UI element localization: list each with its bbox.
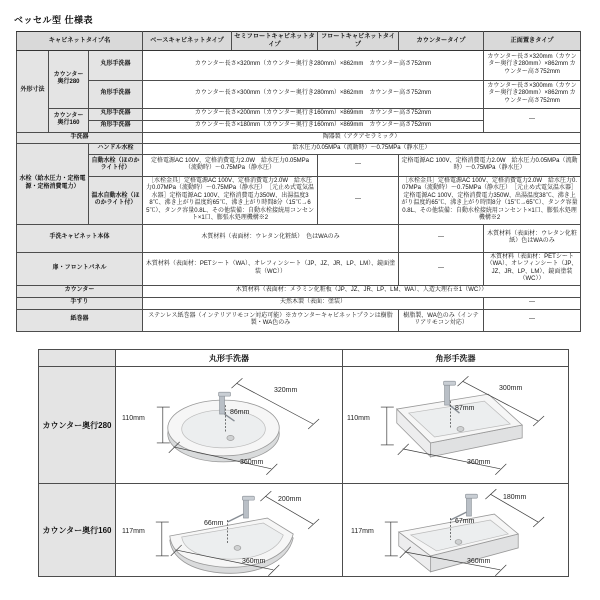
value-dims-round-280-front: カウンター長さ×320mm（カウンター奥行き280mm）×862mm カウンター高さ752mm [484,50,581,80]
label-handrail: 手すり [17,297,143,309]
dim-label-height: 117mm [122,528,145,535]
value-auto-faucet-float-dash: ― [318,154,399,176]
value-dims-round-160: カウンター長さ×200mm（カウンター奥行き160mm）×869mm カウンター高さ752mm [143,108,484,120]
label-counter-depth-160: カウンター奥行160 [49,108,89,132]
table-row [17,176,581,224]
label-faucet-group: 水栓（給水圧力・定格電源・定格消費電力） [17,143,89,224]
value-dims-round-280: カウンター長さ×320mm（カウンター奥行き280mm）×862mm カウンター高さ752mm [143,50,484,80]
table-row [17,252,581,285]
value-basin-material: 陶器製（アクアセラミック） [143,132,581,143]
table-row [17,132,581,143]
header-semi-float-cabinet: セミフロートキャビネットタイプ [232,32,318,51]
label-counter-depth-280: カウンター奥行280 [39,367,116,484]
spec-header-row [17,32,581,51]
diagram-corner-cell [39,350,116,367]
label-counter-depth-160: カウンター奥行160 [39,484,116,577]
table-row [17,154,581,176]
basin-diagram-table [38,349,569,577]
dim-label-length: 180mm [503,494,527,501]
value-hot-auto-faucet-float-dash: ― [318,176,399,224]
value-handle-faucet: 給水圧力0.05MPa（流動時）～0.75MPa（静水圧） [143,143,581,154]
diagram-cell-round-280 [116,367,343,484]
header-float-cabinet: フロートキャビネットタイプ [318,32,399,51]
value-door-counter-dash: ― [399,252,484,285]
label-hot-auto-faucet: 温水自動水栓（ほのかライト付） [89,176,143,224]
label-square-basin: 角形手洗器 [89,120,143,132]
label-round-basin: 丸形手洗器 [89,108,143,120]
table-row [17,297,581,309]
value-door-front: 木質材料（表面材：PETシート（WA）、オレフィンシート（JP、JZ、JR、LP、LM）、鏡面塗装（WC）） [484,252,581,285]
value-paper-holder-front-dash: ― [484,309,581,331]
page-title: ベッセル型 仕様表 [14,15,94,25]
value-auto-faucet-left: 定格電源AC 100V、定格消費電力2.0W 給水圧力0.05MPa（流動時）～0.75MPa（静水圧） [143,154,318,176]
header-base-cabinet: ベースキャビネットタイプ [143,32,232,51]
dim-label-depth: 360mm [467,459,491,466]
spec-table [16,31,581,332]
table-row [17,50,581,80]
dim-label-length: 320mm [274,387,298,394]
diagram-header-square-basin: 角形手洗器 [343,350,569,367]
dim-label-height: 117mm [351,528,374,535]
table-row [17,285,581,297]
value-dims-square-160: カウンター長さ×180mm（カウンター奥行き160mm）×869mm カウンター高さ752mm [143,120,484,132]
label-paper-holder: 紙巻器 [17,309,143,331]
dim-label-height: 110mm [347,415,370,422]
faucet-icon [451,494,478,520]
dim-label-depth: 360mm [240,459,264,466]
value-auto-faucet-right: 定格電源AC 100V、定格消費電力2.0W 給水圧力0.05MPa（流動時）～0.75MPa（静水圧） [399,154,581,176]
dim-label-height: 110mm [122,415,145,422]
round-basin-160-illustration [116,484,342,576]
value-paper-holder: ステンレス紙巻器（インテリアリモコン対応可能）※カウンターキャビネットプランは樹脂製・WA色のみ [143,309,399,331]
table-row [17,80,581,108]
diagram-header-round-basin: 丸形手洗器 [116,350,343,367]
label-counter-depth-280: カウンター奥行280 [49,50,89,108]
table-row [17,309,581,331]
label-auto-faucet: 自動水栓（ほのかライト付） [89,154,143,176]
square-basin-160-illustration [343,484,568,576]
value-paper-holder-counter: 樹脂製、WA色のみ（インテリアリモコン対応） [399,309,484,331]
value-handrail: 天然木製（表面：塗装） [143,297,484,309]
label-handle-faucet: ハンドル水栓 [89,143,143,154]
table-row [17,108,581,120]
dim-label-depth: 360mm [467,558,491,565]
label-counter: カウンター [17,285,143,297]
table-row [17,224,581,252]
diagram-header-row [39,350,569,367]
value-cabinet-body: 木質材料（表面材：ウレタン化粧紙） 色はWAのみ [143,224,399,252]
label-round-basin: 丸形手洗器 [89,50,143,80]
diagram-row-depth-160 [39,484,569,577]
header-front-type: 正面置きタイプ [484,32,581,51]
dim-label-length: 200mm [278,496,302,503]
value-cabinet-body-front: 木質材料（表面材：ウレタン化粧紙）色はWAのみ [484,224,581,252]
value-hot-auto-faucet-left: ［水栓金具］定格電源AC 100V、定格消費電力2.0W 給水圧力0.07MPa（流動時）～0.75MPa（静水圧） ［元止め式電気温水器］定格電源AC 100V、定格消費電力350W、出湯温度38℃、沸き上がり温度約65℃、沸き上がり時間8分（15℃→65℃）、タンク容量0.8L、その他装備：自動水栓接続用コンセント×1口、膨張水処理機構※2 [143,176,318,224]
faucet-icon [228,496,255,522]
value-counter-material: 木質材料（表面材：メラミン化粧板（JP、JZ、JR、LP、LM、WA）、人造大理石※1（WC）） [143,285,581,297]
diagram-cell-round-160 [116,484,343,577]
value-door-front-panel: 木質材料（表面材：PETシート（WA）、オレフィンシート（JP、JZ、JR、LP、LM）、鏡面塗装（WC）） [143,252,399,285]
label-basin: 手洗器 [17,132,143,143]
square-basin-280-illustration [343,367,568,483]
value-dims-160-front-dash: ― [484,108,581,132]
header-cabinet-type-name: キャビネットタイプ名 [17,32,143,51]
dim-label-center: 66mm [204,520,224,527]
label-square-basin: 角形手洗器 [89,80,143,108]
diagram-cell-square-280 [343,367,569,484]
diagram-row-depth-280 [39,367,569,484]
header-counter-type: カウンタータイプ [399,32,484,51]
value-handrail-front-dash: ― [484,297,581,309]
value-hot-auto-faucet-right: ［水栓金具］定格電源AC 100V、定格消費電力2.0W 給水圧力0.07MPa（流動時）～0.75MPa（静水圧） ［元止め式電気温水器］定格電源AC 100V、定格消費電力350W、出湯温度38℃、沸き上がり温度約65℃、沸き上がり時間8分（15℃→65℃）、タンク容量0.8L、その他装備：自動水栓接続用コンセント×1口、膨張水処理機構※2 [399,176,581,224]
label-outer-dimensions: 外形寸法 [17,50,49,132]
value-dims-square-280: カウンター長さ×300mm（カウンター奥行き280mm）×862mm カウンター高さ752mm [143,80,484,108]
label-door-front-panel: 扉・フロントパネル [17,252,143,285]
dim-label-center: 67mm [455,518,475,525]
dim-label-length: 300mm [499,385,523,392]
round-basin-280-illustration [116,367,342,483]
value-cabinet-body-counter-dash: ― [399,224,484,252]
value-dims-square-280-front: カウンター長さ×300mm（カウンター奥行き280mm）×862mm カウンター高さ752mm [484,80,581,108]
table-row [17,143,581,154]
dim-label-depth: 360mm [242,558,266,565]
diagram-cell-square-160 [343,484,569,577]
dim-label-center: 87mm [455,405,475,412]
label-cabinet-body: 手洗キャビネット本体 [17,224,143,252]
dim-label-center: 86mm [230,409,250,416]
